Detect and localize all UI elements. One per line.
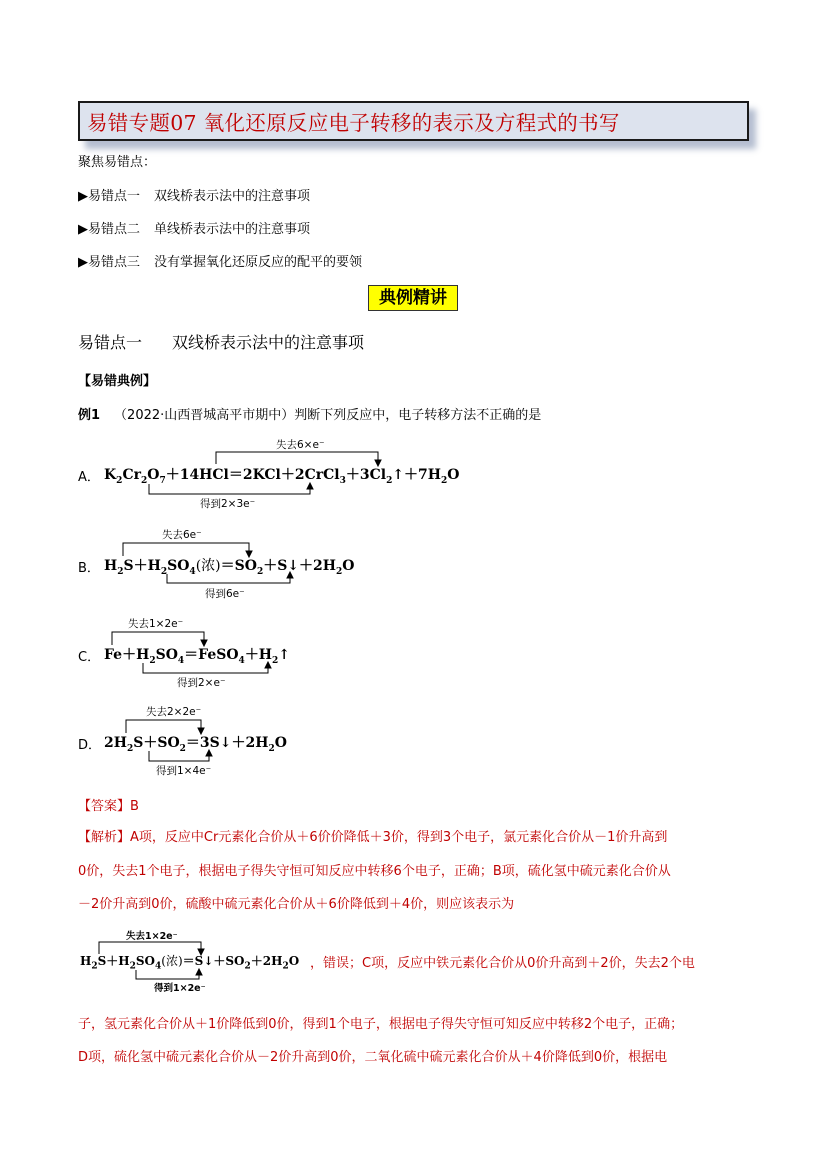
inline-equation: $H_2S+H_2SO_4$(浓)$=S↓+SO_2+2H_2O$ [80,954,300,972]
point-text: 没有掌握氧化还原反应的配平的要领 [154,255,363,270]
lose-label: 失去1×2e⁻ [128,618,184,630]
lose-label: 失去2×2e⁻ [146,706,202,718]
option-letter: D． [78,738,102,753]
inline-gain-label: 得到1×2e⁻ [154,983,206,994]
gain-label: 得到6e⁻ [205,588,245,600]
section-title: 双线桥表示法中的注意事项 [172,333,365,352]
point-label: ▶易错点一 [78,189,140,204]
explanation-line: －2价升高到0价，硫酸中硫元素化合价从＋6价降低到＋4价，则应该表示为 [78,897,515,912]
explanation-line: D项，硫化氢中硫元素化合价从－2价升高到0价，二氧化硫中硫元素化合价从＋4价降低到0价，根据电 [78,1050,668,1065]
equation-c: $Fe+H_2SO_4=FeSO_4+H_2↑$ [104,647,291,666]
focus-heading: 聚焦易错点： [78,155,157,170]
explanation-line: ，错误；C项，反应中铁元素化合价从0价升高到＋2价，失去2个电 [310,956,695,971]
explanation-line: 【解析】A项，反应中Cr元素化合价从＋6价价降低＋3价，得到3个电子，氯元素化合价从－1价升高到 [78,830,668,845]
explanation-line: 0价，失去1个电子，根据电子得失守恒可知反应中转移6个电子，正确；B项，硫化氢中硫元素化合价从 [78,864,671,879]
point-text: 双线桥表示法中的注意事项 [154,189,311,204]
gain-label: 得到2×3e⁻ [200,498,256,510]
lose-label: 失去6×e⁻ [276,439,325,451]
equation-a: $K_2Cr_2O_7+14HCl=2KCl+2CrCl_3+3Cl_2↑+7H_2O$ [104,467,460,486]
equation-d: $2H_2S+SO_2=3S↓+2H_2O$ [104,735,287,754]
inline-lose-label: 失去1×2e⁻ [126,931,178,942]
point-text: 单线桥表示法中的注意事项 [154,222,311,237]
typical-example-label: 【易错典例】 [78,374,157,389]
section-banner: 典例精讲 [368,285,458,311]
question-text: （2022·山西晋城高平市期中）判断下列反应中，电子转移方法不正确的是 [114,408,542,423]
explanation-line: 子，氢元素化合价从＋1价降低到0价，得到1个电子，根据电子得失守恒可知反应中转移2个电子，正确； [78,1017,684,1032]
point-label: ▶易错点二 [78,222,140,237]
gain-label: 得到1×4e⁻ [156,765,212,777]
lose-label: 失去6e⁻ [162,529,202,541]
gain-label: 得到2×e⁻ [177,677,226,689]
option-letter: C． [78,650,101,665]
point-label: ▶易错点三 [78,255,140,270]
equation-b: $H_2S+H_2SO_4$(浓)$=SO_2+S↓+2H_2O$ [104,558,355,577]
question-label: 例1 [78,408,101,423]
option-letter: B． [78,561,100,576]
answer: 【答案】B [78,799,139,814]
section-number: 易错点一 [78,333,143,352]
option-letter: A． [78,470,100,485]
page-title: 易错专题07 氧化还原反应电子转移的表示及方程式的书写 [87,111,620,135]
